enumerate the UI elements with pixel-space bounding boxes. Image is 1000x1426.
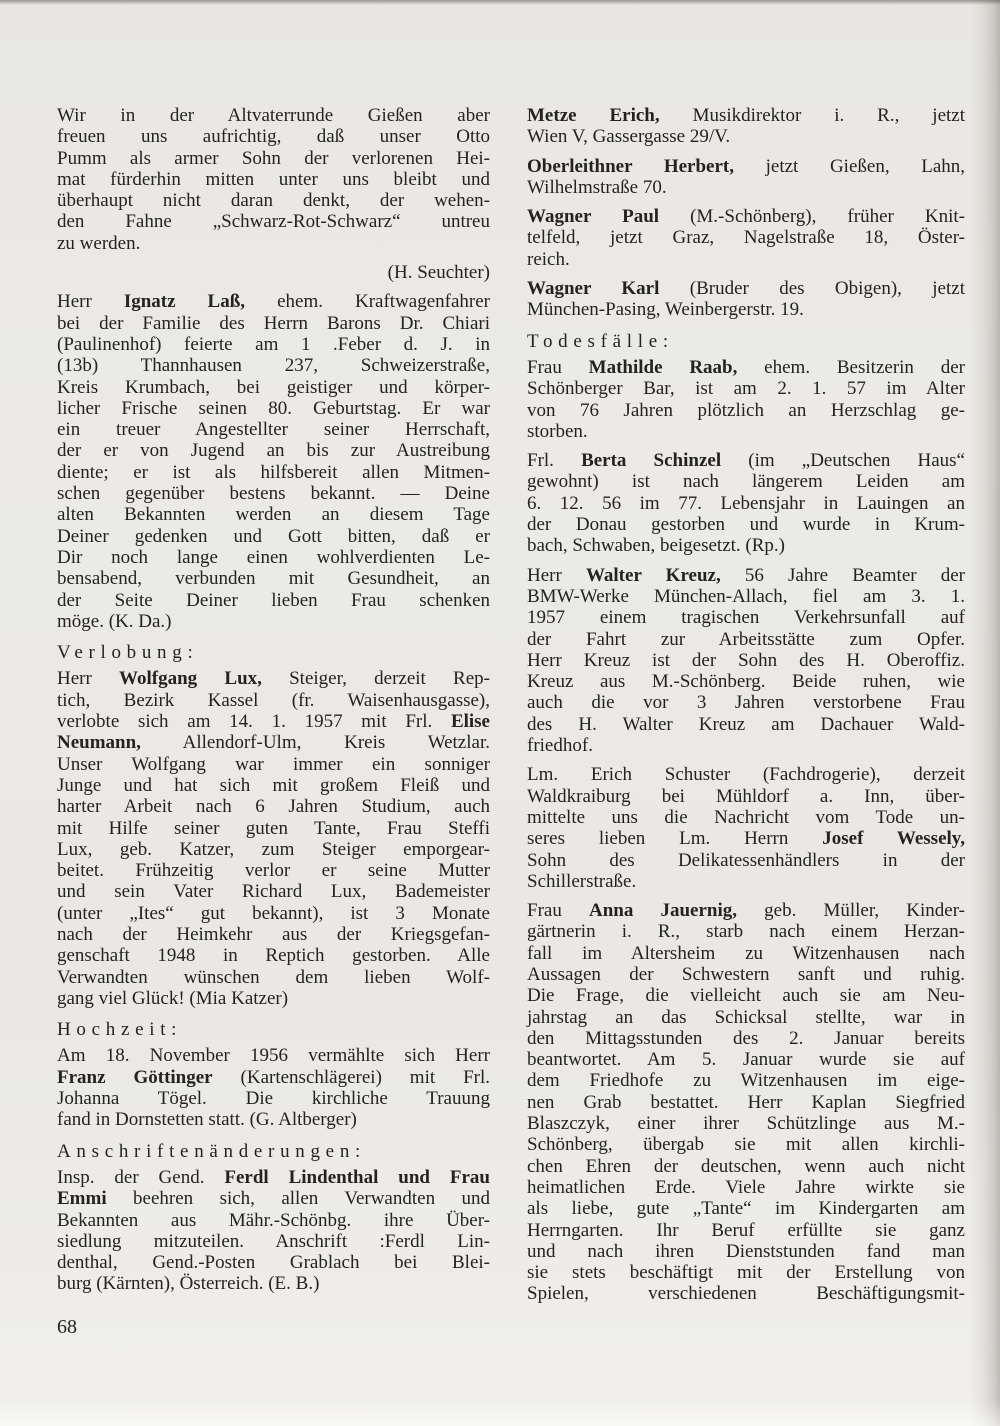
text-line: licher Frische seinen 80. Geburtstag. Er war: [57, 397, 490, 419]
text-line: den Fahne „Schwarz-Rot-Schwarz“ untreu: [57, 211, 490, 233]
paragraph: [57, 1167, 490, 1295]
text-line: tich, Bezirk Kassel (fr. Waisenhausgasse),: [57, 689, 490, 711]
section-heading: Anschriftenänderungen:: [57, 1140, 366, 1162]
text-line: mat fürderhin mitten unter uns bleibt und: [57, 168, 490, 190]
text-line: möge. (K. Da.): [57, 610, 172, 632]
text-line: telfeld, jetzt Graz, Nagelstraße 18, Öster-: [527, 227, 965, 249]
text-line: burg (Kärnten), Österreich. (E. B.): [57, 1273, 320, 1295]
text-line: Kreuz aus M.-Schönberg. Beide ruhen, wie: [527, 671, 965, 693]
text-line: 1957 einem tragischen Verkehrsunfall auf: [527, 607, 965, 629]
paragraph: [57, 291, 490, 632]
page-number: 68: [57, 1316, 77, 1338]
section-heading: Hochzeit:: [57, 1019, 183, 1041]
text-line: beitet. Frühzeitig verlor er seine Mutter: [57, 860, 490, 882]
paragraph: [57, 105, 490, 254]
text-line: der Fahrt zur Arbeitsstätte zum Opfer.: [527, 628, 965, 650]
scan-shadow-right: [970, 0, 1000, 1426]
text-line: Die Frage, die vielleicht auch sie am Neu-: [527, 985, 965, 1007]
paragraph: [527, 900, 965, 1305]
text-line: Unser Wolfgang war immer ein sonniger: [57, 753, 490, 775]
paragraph: [57, 1045, 490, 1130]
text-line: heimatlichen Erde. Viele Jahre wirkte sie: [527, 1176, 965, 1198]
text-line: Schönberg, übergab sie mit allen kirchli-: [527, 1134, 965, 1156]
text-line: genschaft 1948 in Reptich gestorben. Alle: [57, 945, 490, 967]
byline: (H. Seuchter): [387, 262, 490, 284]
text-line: BMW-Werke München-Allach, fiel am 3. 1.: [527, 585, 965, 607]
text-line: Schönberger Bar, ist am 2. 1. 57 im Alter: [527, 378, 965, 400]
text-line: Johanna Tögel. Die kirchliche Trauung: [57, 1088, 490, 1110]
text-line: Herr Kreuz ist der Sohn des H. Oberoffiz.: [527, 649, 965, 671]
text-line: Sohn des Delikatessenhändlers in der: [527, 849, 965, 871]
scan-edge-top: [0, 0, 1000, 5]
text-line: den Mittagsstunden des 2. Januar bereits: [527, 1027, 965, 1049]
text-line: 6. 12. 56 im 77. Lebensjahr in Lauingen an: [527, 492, 965, 514]
text-line: Herr Walter Kreuz, 56 Jahre Beamter der: [527, 564, 965, 586]
text-line: reich.: [527, 248, 570, 270]
text-line: dem Friedhofe zu Witzenhausen im eige-: [527, 1070, 965, 1092]
text-line: Dir noch lange einen wohlverdienten Le-: [57, 546, 490, 568]
text-line: Frau Mathilde Raab, ehem. Besitzerin der: [527, 356, 965, 378]
text-line: ein treuer Angestellter seiner Herrschaft,: [57, 419, 490, 441]
text-line: der er von Jugend an bis zur Austreibung: [57, 440, 490, 462]
text-line: fall im Altersheim zu Witzenhausen nach: [527, 942, 965, 964]
text-line: Wir in der Altvaterrunde Gießen aber: [57, 105, 490, 126]
text-line: Herr Ignatz Laß, ehem. Kraftwagenfahrer: [57, 291, 491, 313]
text-line: Spielen, verschiedenen Beschäftigungsmit-: [527, 1283, 965, 1305]
text-line: Kreis Krumbach, bei geistiger und körper-: [57, 376, 490, 398]
text-line: bensabend, verbunden mit Gesundheit, an: [57, 568, 490, 590]
text-line: alten Bekannten werden an diesem Tage: [57, 504, 490, 526]
text-line: Pumm als armer Sohn der verlorenen Hei-: [57, 147, 490, 169]
paragraph: [57, 668, 490, 1009]
paragraph: [527, 105, 965, 148]
text-line: des H. Walter Kreuz am Dachauer Wald-: [527, 713, 965, 735]
text-line: Junge und hat sich mit großem Fleiß und: [57, 774, 490, 796]
text-line: schen gegenüber bestens bekannt. — Deine: [57, 483, 490, 505]
text-line: von 76 Jahren plötzlich an Herzschlag ge-: [527, 399, 965, 421]
text-line: Frau Anna Jauernig, geb. Müller, Kinder-: [527, 900, 966, 922]
text-line: (13b) Thannhausen 237, Schweizerstraße,: [57, 355, 490, 377]
text-line: Lm. Erich Schuster (Fachdrogerie), derzeit: [527, 764, 965, 786]
text-line: siedlung mitzuteilen. Anschrift :Ferdl Lin-: [57, 1230, 490, 1252]
text-line: (unter „Ites“ gut bekannt), ist 3 Monate: [57, 902, 490, 924]
text-line: Metze Erich, Musikdirektor i. R., jetzt: [527, 105, 965, 126]
paragraph: [527, 764, 965, 892]
right-column: [527, 105, 965, 1313]
text-line: (Paulinenhof) feierte am 1 .Feber d. J. in: [57, 333, 490, 355]
text-line: Wagner Paul (M.-Schönberg), früher Knit-: [527, 206, 965, 228]
text-line: Herr Wolfgang Lux, Steiger, derzeit Rep-: [57, 668, 490, 690]
text-line: Deiner gedenken und Gott bitten, daß er: [57, 525, 490, 547]
text-line: Franz Göttinger (Kartenschlägerei) mit Frl.: [57, 1066, 490, 1088]
text-line: gärtnerin i. R., starb nach einem Herzan-: [527, 921, 965, 943]
section-heading: Todesfälle:: [527, 330, 674, 352]
text-line: verlobte sich am 14. 1. 1957 mit Frl. Elise: [57, 711, 490, 733]
text-line: harter Arbeit nach 6 Jahren Studium, auch: [57, 796, 490, 818]
text-line: Lux, geb. Katzer, zum Steiger emporgear-: [57, 838, 490, 860]
text-line: Emmi beehren sich, allen Verwandten und: [57, 1188, 490, 1210]
text-line: Herrngarten. Ihr Beruf erfüllte sie ganz: [527, 1219, 965, 1241]
text-line: überhaupt nicht daran denkt, der wehen-: [57, 190, 490, 212]
text-line: Insp. der Gend. Ferdl Lindenthal und Frau: [57, 1166, 490, 1188]
text-line: als liebe, gute „Tante“ im Kindergarten am: [527, 1198, 965, 1220]
text-line: Wilhelmstraße 70.: [527, 176, 667, 198]
paragraph: [527, 450, 965, 556]
text-line: Oberleithner Herbert, jetzt Gießen, Lahn,: [527, 155, 966, 177]
scan-edge-bottom: [0, 1398, 1000, 1426]
text-line: zu werden.: [57, 232, 141, 254]
left-column: [57, 105, 490, 1303]
text-line: friedhof.: [527, 735, 593, 757]
text-line: mit Hilfe seiner guten Tante, Frau Steffi: [57, 817, 490, 839]
text-line: Neumann, Allendorf-Ulm, Kreis Wetzlar.: [57, 732, 490, 754]
text-line: bach, Schwaben, beigesetzt. (Rp.): [527, 535, 785, 557]
text-line: und nach ihren Dienststunden fand man: [527, 1240, 965, 1262]
text-line: fand in Dornstetten statt. (G. Altberger): [57, 1109, 357, 1131]
text-line: Waldkraiburg bei Mühldorf a. Inn, über-: [527, 785, 965, 807]
text-line: Frl. Berta Schinzel (im „Deutschen Haus“: [527, 450, 965, 472]
text-line: nen Grab bestattet. Herr Kaplan Siegfried: [527, 1091, 965, 1113]
text-line: Blaszczyk, einer ihrer Schützlinge aus M.-: [527, 1113, 965, 1135]
text-line: sie stets beschäftigt mit der Erstellung von: [527, 1262, 965, 1284]
text-line: Wagner Karl (Bruder des Obigen), jetzt: [527, 278, 965, 300]
text-line: nach der Heimkehr aus der Kriegsgefan-: [57, 923, 490, 945]
paragraph: [527, 565, 965, 757]
text-line: auch die vor 3 Jahren verstorbene Frau: [527, 692, 965, 714]
text-line: storben.: [527, 420, 588, 442]
paragraph: [527, 156, 965, 199]
paragraph: [527, 278, 965, 321]
text-line: München-Pasing, Weinbergerstr. 19.: [527, 299, 804, 321]
text-line: Wien V, Gassergasse 29/V.: [527, 126, 731, 148]
text-line: bei der Familie des Herrn Barons Dr. Chiari: [57, 312, 490, 334]
text-line: der Seite Deiner lieben Frau schenken: [57, 589, 490, 611]
text-line: gewohnt) ist nach längerem Leiden am: [527, 471, 965, 493]
text-line: Aussagen der Schwestern sanft und ruhig.: [527, 963, 965, 985]
section-heading: Verlobung:: [57, 642, 199, 664]
text-line: freuen uns aufrichtig, daß unser Otto: [57, 126, 490, 148]
text-line: Verwandten wünschen dem lieben Wolf-: [57, 966, 490, 988]
text-line: der Donau gestorben und wurde in Krum-: [527, 514, 965, 536]
text-line: diente; er ist als hilfsbereit allen Mitmen-: [57, 461, 490, 483]
text-line: mittelte uns die Nachricht vom Tode un-: [527, 806, 965, 828]
text-line: Bekannten aus Mähr.-Schönbg. ihre Über-: [57, 1209, 490, 1231]
text-line: Am 18. November 1956 vermählte sich Herr: [57, 1045, 490, 1067]
text-line: gang viel Glück! (Mia Katzer): [57, 987, 289, 1009]
text-line: denthal, Gend.-Posten Grablach bei Blei-: [57, 1252, 490, 1274]
text-line: chen Ehren der deutschen, wenn auch nicht: [527, 1155, 965, 1177]
text-line: Schillerstraße.: [527, 870, 637, 892]
text-line: und sein Vater Richard Lux, Bademeister: [57, 881, 490, 903]
paragraph: [527, 206, 965, 270]
text-line: beantwortet. Am 5. Januar wurde sie auf: [527, 1049, 965, 1071]
text-line: seres lieben Lm. Herrn Josef Wessely,: [527, 828, 965, 850]
text-line: jahrstag an das Schicksal stellte, war in: [527, 1006, 965, 1028]
paragraph: [527, 357, 965, 442]
